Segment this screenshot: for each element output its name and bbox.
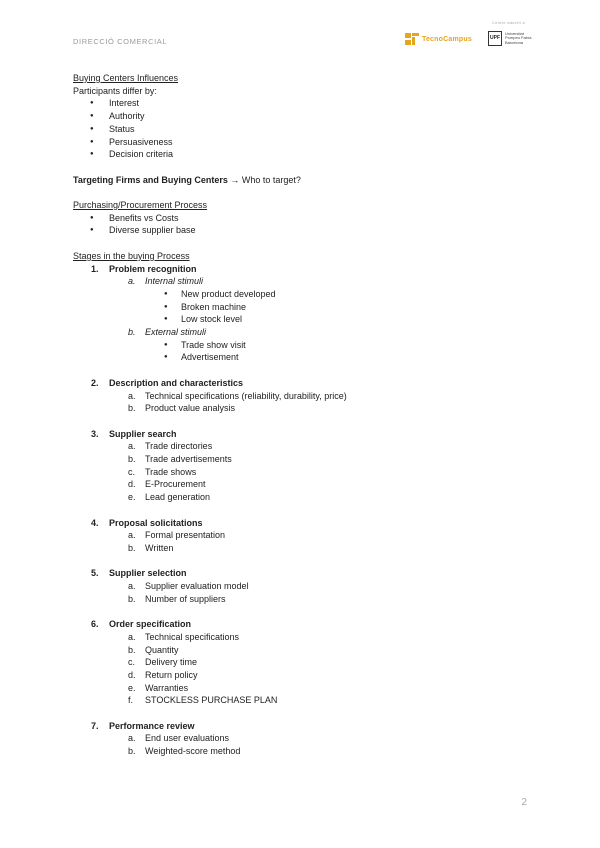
- stage-subitem: a. End user evaluations: [128, 733, 230, 744]
- tecnocampus-logo-text: TecnoCampus: [422, 35, 472, 43]
- stage-heading: 3. Supplier search: [91, 428, 177, 439]
- stage-subitem: c. Trade shows: [128, 466, 197, 477]
- document-body: [73, 72, 543, 758]
- page-number: 2: [521, 797, 527, 808]
- stage-subitem: b. Number of suppliers: [128, 593, 226, 604]
- page-header: [0, 0, 600, 60]
- stage-subitem: c. Delivery time: [128, 657, 198, 668]
- list-item: ● Status: [73, 123, 543, 136]
- stage-subitem: a. Formal presentation: [128, 530, 226, 541]
- list-item: ● Broken machine: [73, 301, 543, 314]
- influences-heading: Buying Centers Influences: [73, 73, 179, 83]
- stage-heading: 4. Proposal solicitations: [91, 517, 203, 528]
- stage-subitem: a. Internal stimuli: [128, 276, 204, 287]
- stage-subitem: b. Quantity: [128, 644, 179, 655]
- stage-subitem: f. STOCKLESS PURCHASE PLAN: [128, 695, 278, 706]
- stage-heading: 7. Performance review: [91, 720, 195, 731]
- list-item: ● Advertisement: [73, 351, 543, 364]
- targeting-heading: Targeting Firms and Buying Centers → Who to target?: [73, 174, 301, 185]
- list-item: ● Interest: [73, 97, 543, 110]
- stage-subitem: a. Trade directories: [128, 441, 213, 452]
- list-item: ● Benefits vs Costs: [73, 212, 543, 225]
- department-label: DIRECCIÓ COMERCIAL: [73, 37, 168, 46]
- influences-intro: Participants differ by:: [73, 85, 157, 96]
- stage-subitem: a. Technical specifications (reliability, durability, price): [128, 390, 347, 401]
- stage-subitem: b. Trade advertisements: [128, 454, 232, 465]
- list-item: ● Trade show visit: [73, 339, 543, 352]
- stage-heading: 5. Supplier selection: [91, 568, 187, 579]
- stage-subitem: b. Weighted-score method: [128, 746, 241, 757]
- list-item: ● Diverse supplier base: [73, 224, 543, 237]
- upf-logo-mark: UPF: [488, 31, 502, 46]
- stage-heading: 6. Order specification: [91, 619, 192, 630]
- list-item: ● Low stock level: [73, 313, 543, 326]
- stage-subitem: b. External stimuli: [128, 327, 207, 338]
- stage-subitem: a. Technical specifications: [128, 631, 240, 642]
- purchasing-list: [73, 212, 543, 237]
- stage-subitem: b. Written: [128, 542, 174, 553]
- upf-logo: [488, 31, 531, 46]
- tecnocampus-logo-icon: [405, 33, 419, 45]
- stage-heading: 2. Description and characteristics: [91, 377, 244, 388]
- tecnocampus-logo: [405, 33, 472, 45]
- list-item: ● Persuasiveness: [73, 136, 543, 149]
- stage-subitem: e. Lead generation: [128, 492, 211, 503]
- stage-heading: 1. Problem recognition: [91, 263, 197, 274]
- affiliation-note: Centre adscrit a: [492, 20, 526, 25]
- stage-subitem: a. Supplier evaluation model: [128, 581, 249, 592]
- upf-logo-text: Universitat Pompeu Fabra Barcelona: [505, 30, 532, 45]
- stages-heading: Stages in the buying Process: [73, 250, 190, 261]
- stage-subitem: b. Product value analysis: [128, 403, 236, 414]
- influences-list: [73, 97, 543, 161]
- list-item: ● Authority: [73, 110, 543, 123]
- list-item: ● New product developed: [73, 288, 543, 301]
- purchasing-heading: Purchasing/Procurement Process: [73, 200, 208, 210]
- stage-subitem: d. Return policy: [128, 669, 198, 680]
- list-item: ● Decision criteria: [73, 148, 543, 161]
- stage-subitem: e. Warranties: [128, 682, 189, 693]
- stage-subitem: d. E-Procurement: [128, 479, 206, 490]
